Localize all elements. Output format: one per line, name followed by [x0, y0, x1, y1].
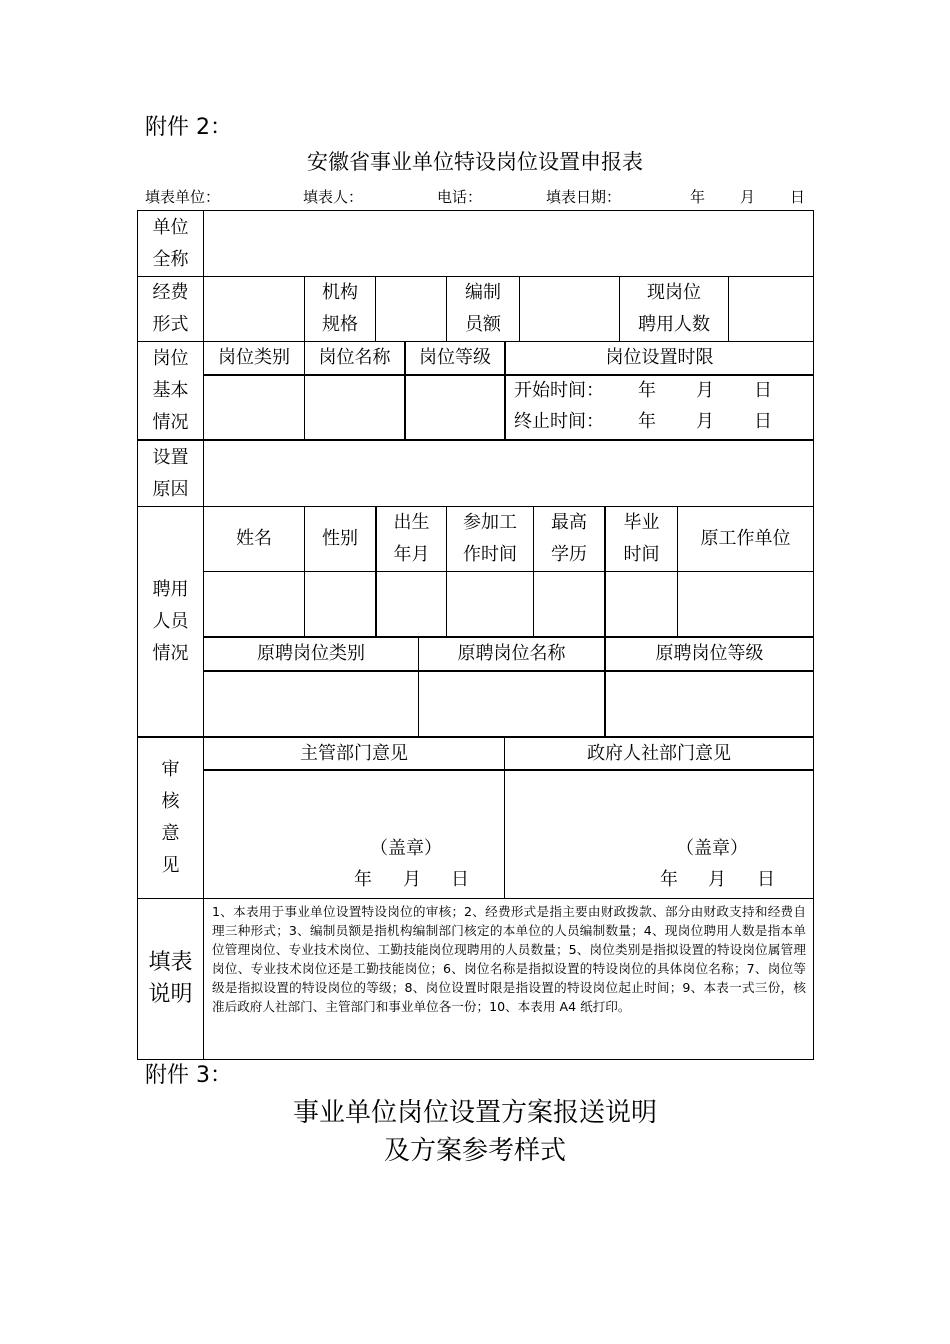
date-month: 月 — [740, 188, 756, 206]
staff-name-header: 姓名 — [236, 528, 272, 549]
hired-staff-label: 聘用 人员 情况 — [152, 578, 189, 664]
unit-name-label: 单位 全称 — [152, 216, 189, 270]
staff-birth-header: 出生 年月 — [393, 512, 430, 565]
prev-grade-header: 原聘岗位等级 — [655, 643, 764, 664]
current-hired-label: 现岗位 聘用人数 — [638, 282, 710, 335]
fill-unit-label: 填表单位： — [145, 188, 221, 206]
dept-seal: （盖章） — [370, 838, 442, 859]
org-spec-label: 机构 规格 — [322, 282, 358, 335]
attachment-2-label: 附件 2： — [145, 115, 232, 140]
fill-date-label: 填表日期： — [546, 188, 622, 206]
post-period-header: 岗位设置时限 — [605, 347, 714, 368]
dept-opinion-header: 主管部门意见 — [300, 742, 408, 764]
prev-category-header: 原聘岗位类别 — [257, 643, 365, 664]
phone-label: 电话： — [437, 188, 483, 206]
hr-seal: （盖章） — [676, 838, 748, 859]
end-year: 年 — [638, 411, 656, 432]
start-time-label: 开始时间： — [514, 380, 604, 401]
staff-work-start-header: 参加工 作时间 — [463, 512, 517, 565]
hr-month: 月 — [708, 869, 726, 890]
instructions-text: 1、本表用于事业单位设置特设岗位的审核；2、经费形式是指主要由财政拨款、部分由财政支持和经费自理三种形式；3、编制员额是指机构编制部门核定的本单位的人员编制数量；4、现岗位聘用人数是指本单位管理岗位、专业技术岗位、工勤技能岗位现聘用的人员数量；5、岗位类别是指拟设置的特设岗位属管理岗位、专业技术岗位还是工勤技能岗位；6、岗位名称是指拟设置的特设岗位的具体岗位名称；7、岗位等级是指拟设置的特设岗位的等级；8、岗位设置时限是指设置的特设岗位起止时间；9、本表一式三份，核准后政府人社部门、主管部门和事业单位各一份；10、本表用 A4 纸打印。 — [212, 904, 806, 1014]
end-time-label: 终止时间： — [514, 411, 604, 432]
filler-label: 填表人： — [303, 188, 364, 206]
date-day: 日 — [790, 188, 806, 206]
form-title: 安徽省事业单位特设岗位设置申报表 — [307, 150, 643, 174]
attachment-3-label: 附件 3： — [145, 1063, 232, 1088]
dept-day: 日 — [451, 869, 469, 890]
dept-year: 年 — [354, 869, 372, 890]
start-day: 日 — [754, 380, 772, 401]
staffing-quota-label: 编制 员额 — [465, 282, 501, 335]
doc-title-line2: 及方案参考样式 — [383, 1136, 566, 1166]
end-day: 日 — [754, 411, 772, 432]
post-category-header: 岗位类别 — [218, 347, 290, 368]
dept-month: 月 — [403, 869, 421, 890]
end-month: 月 — [696, 411, 714, 432]
post-name-header: 岗位名称 — [318, 347, 391, 368]
start-month: 月 — [696, 380, 714, 401]
instructions-label: 填表 说明 — [148, 950, 193, 1007]
funding-form-label: 经费 形式 — [152, 282, 189, 335]
prev-name-header: 原聘岗位名称 — [457, 643, 566, 664]
hr-day: 日 — [757, 869, 775, 890]
staff-prev-unit-header: 原工作单位 — [700, 528, 791, 549]
hr-opinion-header: 政府人社部门意见 — [587, 742, 731, 764]
review-label: 审 核 意 见 — [161, 759, 180, 876]
staff-education-header: 最高 学历 — [551, 512, 587, 565]
post-basic-label: 岗位 基本 情况 — [152, 347, 189, 433]
staff-graduation-header: 毕业 时间 — [623, 512, 660, 565]
staff-gender-header: 性别 — [322, 528, 358, 549]
hr-year: 年 — [660, 869, 678, 890]
doc-title-line1: 事业单位岗位设置方案报送说明 — [292, 1098, 657, 1128]
reason-label: 设置 原因 — [152, 446, 189, 500]
post-grade-header: 岗位等级 — [419, 347, 491, 368]
date-year: 年 — [690, 188, 706, 206]
start-year: 年 — [638, 380, 656, 401]
